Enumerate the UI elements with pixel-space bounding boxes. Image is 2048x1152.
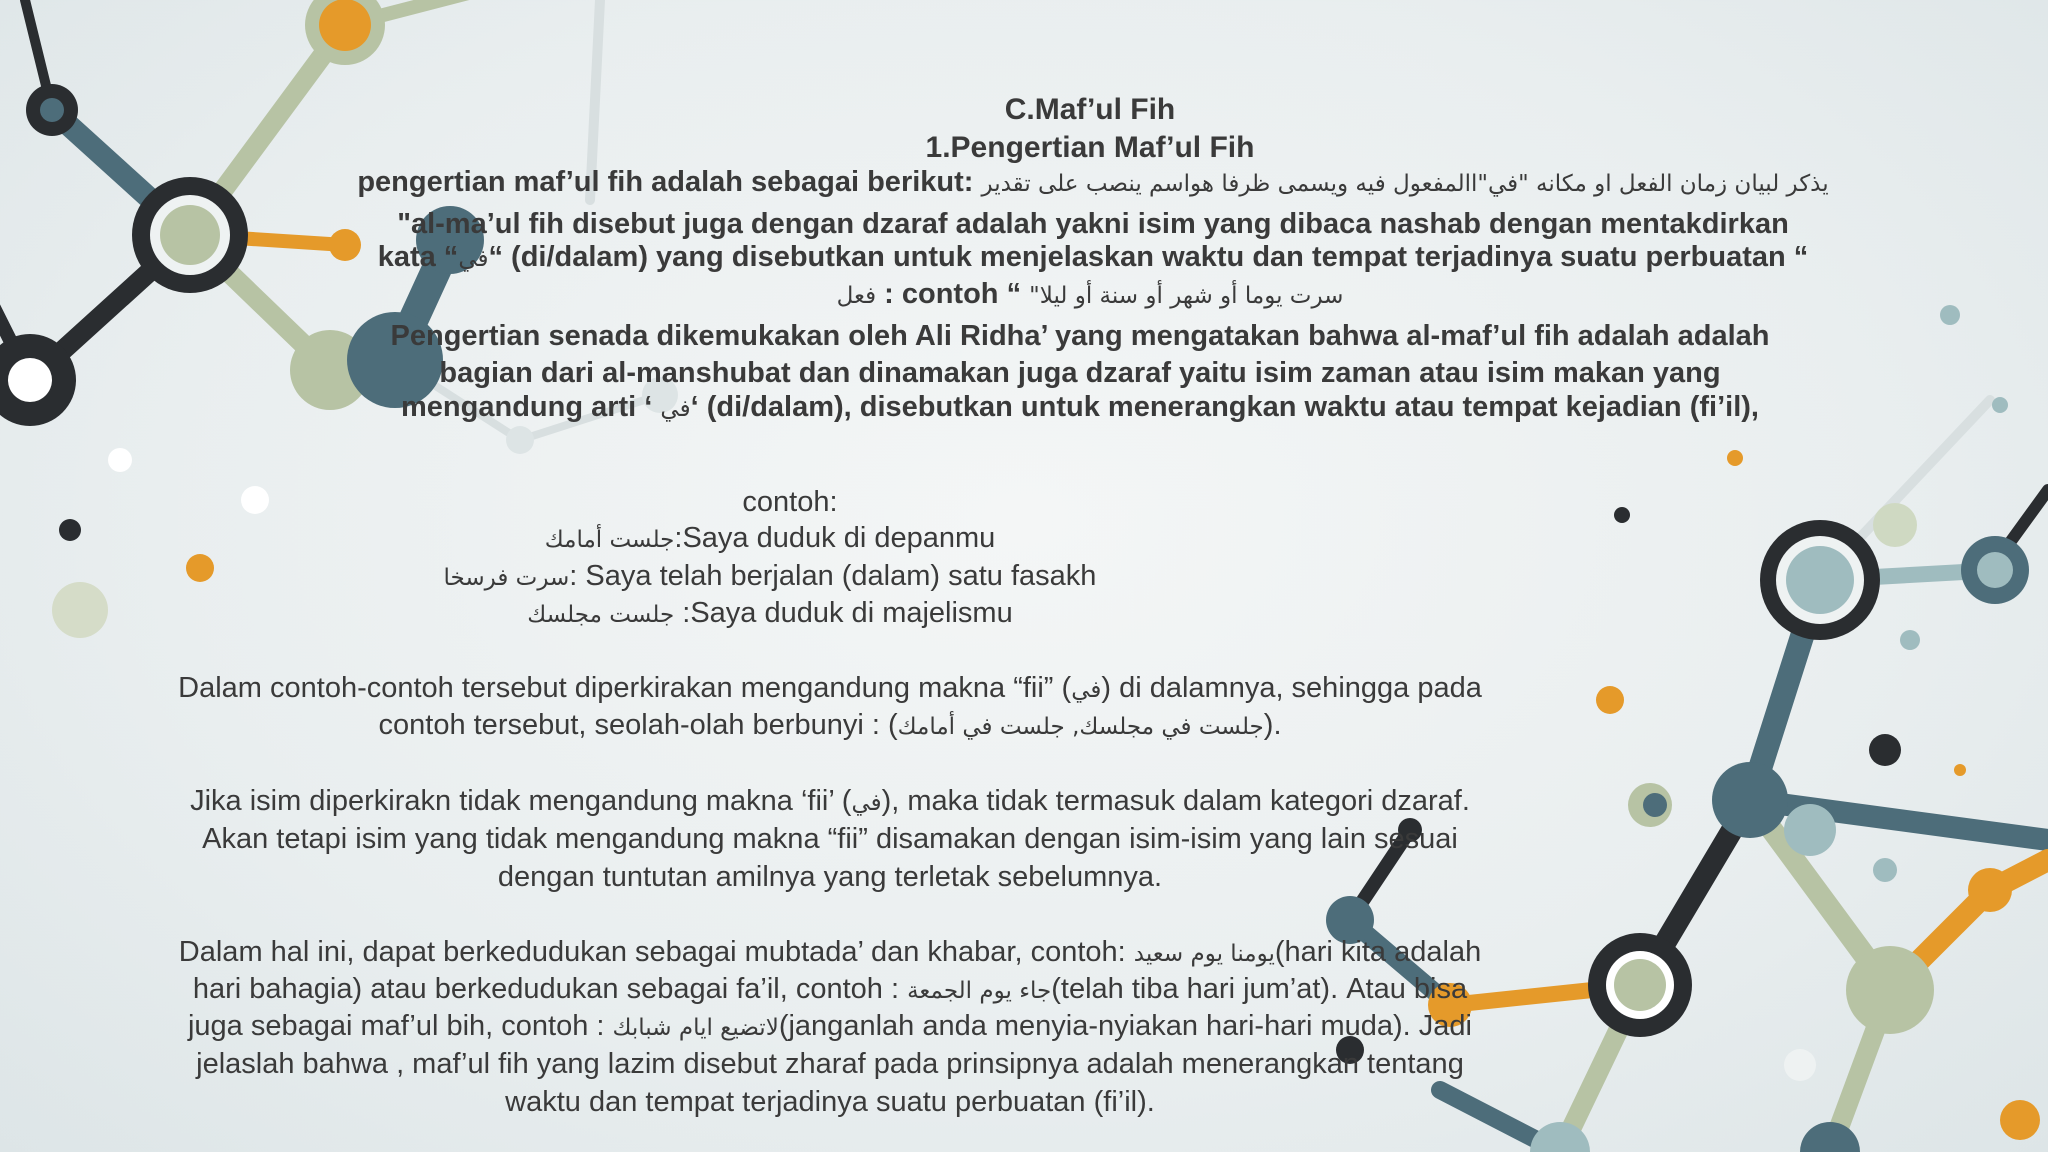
explanation-text: ) di dalamnya, sehingga pada [1101,672,1482,704]
jika-line-2: Akan tetapi isim yang tidak mengandung makna “fii” disamakan dengan isim-isim yang lain sesuai [202,823,1458,855]
mubtada-arabic: لاتضيع ايام شبابك [612,1015,779,1041]
definition-arabic: يذكر لبيان زمان الفعل او مكانه "في"االمفعول فيه ويسمى ظرفا هواسم ينصب على تقدير [981,171,1829,197]
definition-arabic-example: "سرت يوما أو شهر أو سنة أو ليلا [1029,283,1344,309]
mubtada-arabic: يومنا يوم سعيد [1133,941,1275,967]
explanation-arabic: في [1071,677,1102,703]
ali-ridha-line-2: bagian dari al-manshubat dan dinamakan juga dzaraf yaitu isim zaman atau isim makan yang [439,357,1721,389]
mubtada-line-4: jelaslah bahwa , maf’ul fih yang lazim disebut zharaf pada prinsipnya adalah menerangkan tentang [196,1048,1464,1080]
explanation-text: Dalam contoh-contoh tersebut diperkirakan mengandung makna “fii” ( [178,672,1072,704]
mubtada-text: Dalam hal ini, dapat berkedudukan sebagai mubtada’ dan khabar, contoh: [178,936,1134,968]
jika-line-1 [100,783,1560,821]
example-item [0,520,1540,558]
definition-arabic-fi: في [458,246,489,272]
section-title: C.Maf’ul Fih [1004,93,1176,126]
definition-line-2: "al-ma’ul fih disebut juga dengan dzaraf adalah yakni isim yang dibaca nashab dengan mentakdirkan [397,208,1789,240]
definition-text-a: kata “ [377,241,459,273]
jika-line-3: dengan tuntutan amilnya yang terletak sebelumnya. [497,861,1163,893]
definition-latin: pengertian maf’ul fih adalah sebagai berikut: [357,166,974,198]
definition-line-4 [0,276,2048,314]
subsection-title: 1.Pengertian Maf’ul Fih [925,131,1255,164]
mubtada-arabic: جاء يوم الجمعة [907,978,1052,1004]
jika-arabic: في [851,790,882,816]
example-text: : Saya telah berjalan (dalam) satu fasakh [569,560,1097,592]
mubtada-line-2 [100,971,1560,1009]
mubtada-line-5: waktu dan tempat terjadinya suatu perbuatan (fi’il). [505,1086,1155,1118]
definition-arabic-fiil: فعل [836,283,877,309]
explanation-line-1 [100,670,1560,708]
example-item [0,558,1540,596]
mubtada-line-1 [100,934,1560,972]
example-arabic: سرت فرسخا [443,565,570,591]
explanation-text: contoh tersebut, seolah-olah berbunyi : ( [378,709,898,741]
definition-text-b: “ (di/dalam) yang disebutkan untuk menjelaskan waktu dan tempat terjadinya suatu perbuatan “ [488,241,1809,273]
example-text: :Saya duduk di majelismu [674,597,1013,629]
ali-ridha-text-a: mengandung arti ‘ [401,391,661,423]
example-text: :Saya duduk di depanmu [674,522,996,554]
mubtada-text: (hari kita adalah [1274,936,1482,968]
mubtada-line-3 [100,1008,1560,1046]
explanation-line-2 [100,707,1560,745]
jika-text: ), maka tidak termasuk dalam kategori dzaraf. [881,785,1470,817]
jika-text: Jika isim diperkirakn tidak mengandung makna ‘fii’ ( [190,785,852,817]
mubtada-text: (janganlah anda menyia-nyiakan hari-hari muda). Jadi [778,1010,1472,1042]
example-arabic: جلست أمامك [544,527,675,553]
mubtada-text: (telah tiba hari jum’at). Atau bisa [1051,973,1468,1005]
definition-line-1 [308,164,1878,202]
ali-ridha-line-3 [280,389,1880,427]
example-arabic: جلست مجلسك [527,602,675,628]
mubtada-text: juga sebagai maf’ul bih, contoh : [187,1010,613,1042]
explanation-text: ). [1263,709,1282,741]
ali-ridha-arabic-fi: في [660,396,691,422]
definition-contoh: : contoh “ [876,278,1022,310]
mubtada-text: hari bahagia) atau berkedudukan sebagai fa’il, contoh : [192,973,908,1005]
definition-line-3 [308,239,1878,277]
ali-ridha-text-b: ‘ (di/dalam), disebutkan untuk menerangkan waktu atau tempat kejadian (fi’il), [690,391,1759,423]
explanation-arabic: جلست في مجلسك, جلست في أمامك [897,714,1264,740]
examples-label: contoh: [742,486,838,518]
example-item [0,595,1540,633]
ali-ridha-line-1: Pengertian senada dikemukakan oleh Ali Ridha’ yang mengatakan bahwa al-maf’ul fih adalah adalah [390,320,1770,352]
